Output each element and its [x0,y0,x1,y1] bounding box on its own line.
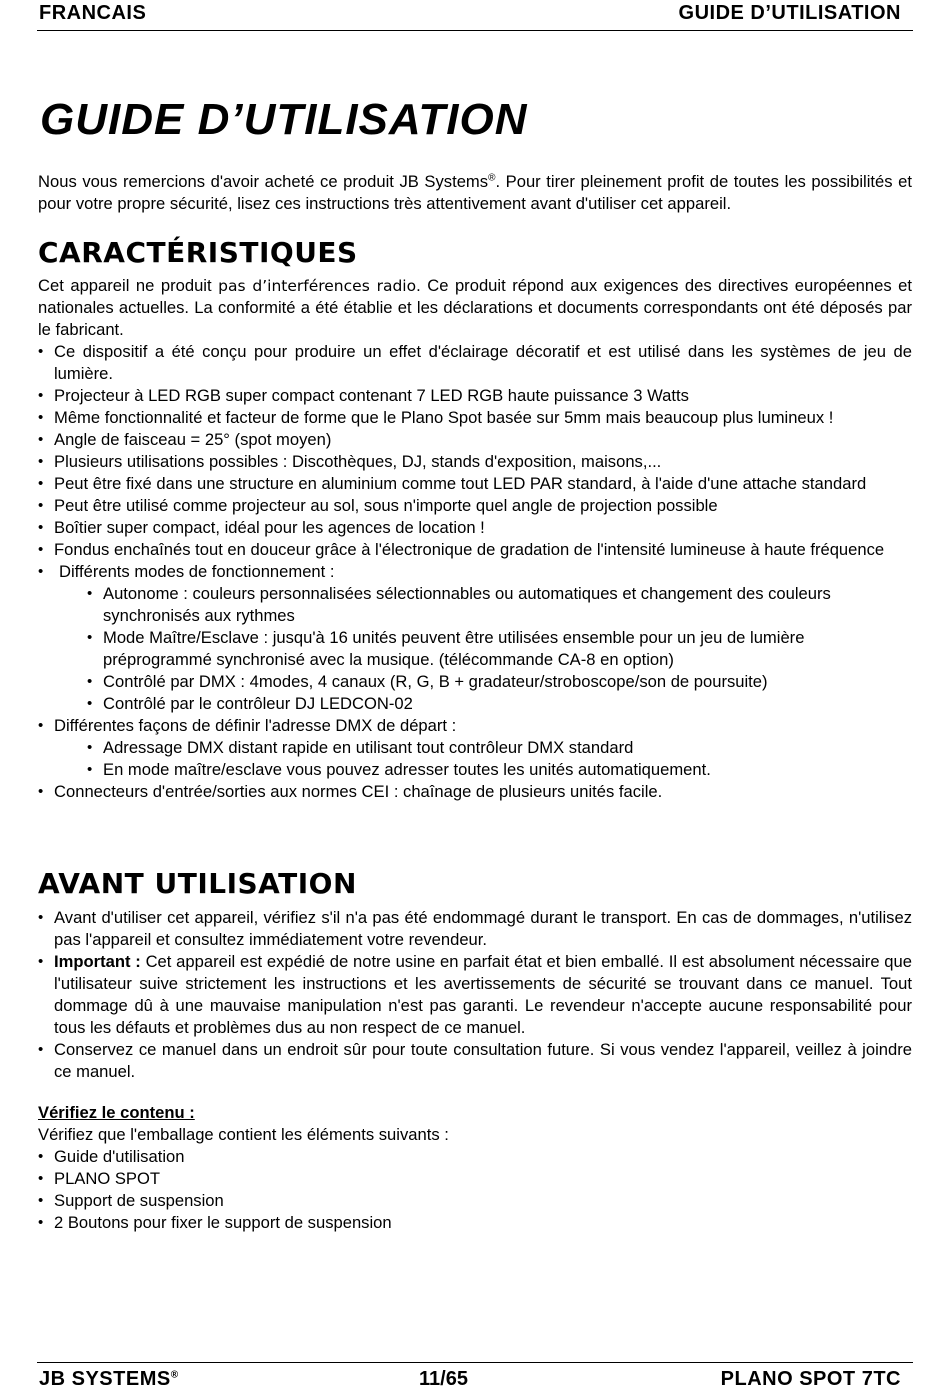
list-item: • Contrôlé par le contrôleur DJ LEDCON-02 [87,693,912,715]
list-item: • Conservez ce manuel dans un endroit sûr pour toute consultation future. Si vous vendez l'appareil, veillez à joindre ce manuel. [38,1039,912,1083]
list-item: • Contrôlé par DMX : 4modes, 4 canaux (R, G, B + gradateur/stroboscope/son de poursuite) [87,671,912,693]
dmx-list [38,737,912,781]
list-item-important [38,951,912,1039]
features-heading: CARACTÉRISTIQUES [38,236,358,269]
list-item: • Support de suspension [38,1190,912,1212]
footer-brand-text: JB SYSTEMS [39,1368,171,1390]
footer-registered-mark: ® [170,1369,179,1381]
list-item: • Ce dispositif a été conçu pour produire un effet d'éclairage décoratif et est utilisé dans les systèmes de jeu de lumière. [38,341,912,385]
connectors-list [38,781,912,803]
list-item: • Angle de faisceau = 25° (spot moyen) [38,429,912,451]
list-item: • Boîtier super compact, idéal pour les agences de location ! [38,517,912,539]
footer-brand [39,1368,179,1391]
contents-heading: Vérifiez le contenu : [38,1103,195,1122]
page-header [37,0,913,31]
intro-text-b: . Pour tirer pleinement profit de toutes les possibilités et pour votre propre sécurité, lisez ces instructions très attentivement avant d'utiliser cet appareil. [38,172,912,213]
intro-paragraph [38,171,912,215]
important-text: Cet appareil est expédié de notre usine en parfait état et bien emballé. Il est absolument nécessaire que l'utilisateur suive strictement les instructions et les avertissements de sécurité se trouvant dans ce manuel. Tout dommage dû à une mauvaise manipulation n'est pas garanti. Le revendeur n'accepte aucune responsabilité pour tous les défauts et problèmes dus au non respect de ce manuel. [54,952,912,1037]
features-radio-phrase: pas d’interférences radio [218,277,417,295]
contents-section [38,1102,912,1234]
list-item: • Connecteurs d'entrée/sorties aux normes CEI : chaînage de plusieurs unités facile. [38,781,912,803]
features-paragraph [38,275,912,341]
list-item: • PLANO SPOT [38,1168,912,1190]
list-item: • Peut être utilisé comme projecteur au sol, sous n'importe quel angle de projection possible [38,495,912,517]
list-item: • 2 Boutons pour fixer le support de suspension [38,1212,912,1234]
list-item: • En mode maître/esclave vous pouvez adresser toutes les unités automatiquement. [87,759,912,781]
list-item: • Projecteur à LED RGB super compact contenant 7 LED RGB haute puissance 3 Watts [38,385,912,407]
intro-text-a: Nous vous remercions d'avoir acheté ce produit JB Systems [38,172,489,191]
before-use-section [38,907,912,1083]
dmx-list-parent [38,715,912,737]
list-item: • Avant d'utiliser cet appareil, vérifiez s'il n'a pas été endommagé durant le transport. En cas de dommages, n'utilisez pas l'appareil et consultez immédiatement votre revendeur. [38,907,912,951]
list-item: • Plusieurs utilisations possibles : Discothèques, DJ, stands d'exposition, maisons,... [38,451,912,473]
important-label: Important : [54,952,141,971]
page-title: GUIDE D’UTILISATION [40,95,528,144]
list-item: • Fondus enchaînés tout en douceur grâce à l'électronique de gradation de l'intensité lumineuse à haute fréquence [38,539,912,561]
header-language: FRANCAIS [39,2,147,24]
features-section [38,275,912,803]
list-item: • Même fonctionnalité et facteur de forme que le Plano Spot basée sur 5mm mais beaucoup plus lumineux ! [38,407,912,429]
list-item: • Différentes façons de définir l'adresse DMX de départ : [38,715,912,737]
header-section: GUIDE D’UTILISATION [678,2,901,24]
contents-list [38,1146,912,1234]
page-number: 11/65 [419,1368,468,1390]
list-item: • Mode Maître/Esclave : jusqu'à 16 unités peuvent être utilisées ensemble pour un jeu de lumière préprogrammé synchronisé avec la musique. (télécommande CA-8 en option) [87,627,912,671]
modes-label: Différents modes de fonctionnement : [59,562,335,581]
modes-list [38,583,912,715]
before-use-list [38,907,912,1083]
registered-mark: ® [488,172,496,184]
features-text-a: Cet appareil ne produit [38,276,219,295]
features-text-b: . Ce produit répond aux exigences des directives européennes et nationales actuelles. La conformité a été établie et les déclarations et documents correspondants ont été déposés par le fabricant. [38,276,912,339]
page-footer [37,1362,913,1395]
before-use-heading: AVANT UTILISATION [38,867,357,900]
features-list [38,341,912,583]
list-item: • Adressage DMX distant rapide en utilisant tout contrôleur DMX standard [87,737,912,759]
list-item: • Autonome : couleurs personnalisées sélectionnables ou automatiques et changement des couleurs synchronisés aux rythmes [87,583,912,627]
list-item: • Peut être fixé dans une structure en aluminium comme tout LED PAR standard, à l'aide d'une attache standard [38,473,912,495]
list-item-modes [38,561,912,583]
list-item: • Guide d'utilisation [38,1146,912,1168]
footer-model: PLANO SPOT 7TC [720,1368,901,1390]
contents-intro: Vérifiez que l'emballage contient les éléments suivants : [38,1125,449,1144]
